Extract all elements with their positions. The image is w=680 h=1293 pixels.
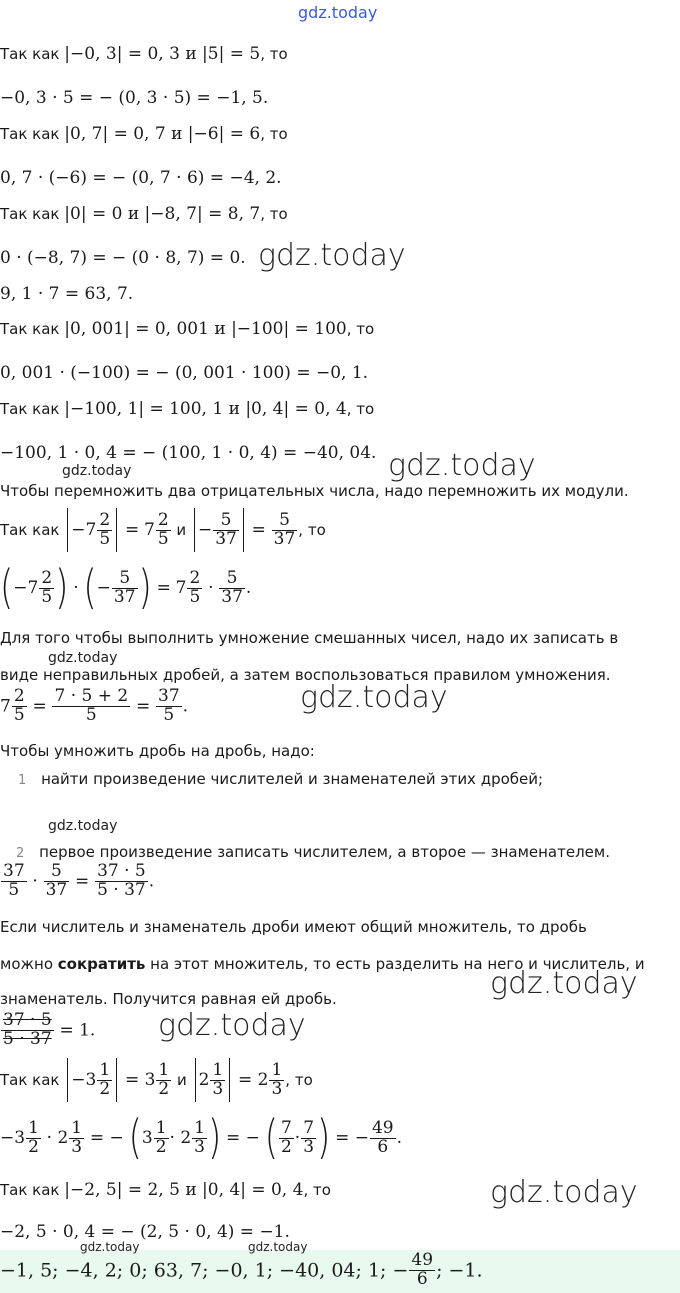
watermark-top: gdz.today (298, 3, 378, 22)
line-4: 0, 7 · (−6) = − (0, 7 · 6) = −4, 2. (0, 168, 282, 188)
list-text: найти произведение числителей и знаменателей этих дробей; (41, 770, 544, 788)
fraction (156, 688, 182, 725)
line-13: Так как −7 $\frac{2}{5}$ = 7 $\frac{2}{5}$ и − $\frac{5}{37}$ = $\frac{5}{37}$ , то (0, 508, 326, 558)
line-22: знаменатель. Получится равная ей дробь. (0, 990, 337, 1008)
watermark: gdz.today (48, 818, 118, 834)
fraction (39, 567, 54, 607)
numerator: 2 (157, 509, 169, 530)
list-item (16, 843, 610, 861)
text: Так как (0, 521, 60, 539)
numerator: 2 (99, 509, 111, 530)
text: Так как (0, 205, 60, 223)
numerator: 1 (158, 1059, 170, 1080)
numerator: 2 (189, 567, 201, 588)
text: Так как (0, 45, 60, 63)
math: 7 (175, 578, 187, 598)
denominator: 3 (71, 1136, 83, 1157)
denominator: 5 (99, 528, 111, 549)
text: Так как (0, 320, 60, 338)
line-10 (0, 399, 374, 419)
text: , то (260, 125, 288, 143)
math: |−2, 5| = 2, 5 и |0, 4| = 0, 4 (64, 1180, 304, 1200)
fraction (12, 688, 27, 725)
list-number: 2 (16, 846, 25, 861)
line-16: виде неправильных дробей, а затем воспользоваться правилом умножения. (0, 666, 611, 684)
math: |0, 001| = 0, 001 и |−100| = 100 (64, 319, 347, 339)
math: |0, 7| = 0, 7 и |−6| = 6 (64, 124, 261, 144)
numerator: 7 (303, 1117, 315, 1138)
fraction (210, 1059, 225, 1099)
numerator: 2 (13, 686, 25, 706)
denominator: 5 (163, 704, 175, 725)
fraction (272, 509, 298, 549)
fraction (219, 567, 245, 607)
watermark: gdz.today (490, 1175, 638, 1210)
line-8 (0, 319, 374, 339)
fraction (192, 1117, 207, 1157)
line-12: Чтобы перемножить два отрицательных числа, надо перемножить их модули. (0, 482, 629, 500)
denominator: 6 (416, 1268, 428, 1289)
math: −7 (13, 578, 39, 598)
denominator: 5 (85, 704, 97, 725)
math: −7 (71, 520, 97, 540)
fraction (52, 688, 130, 725)
answer-text: −1, 5; −4, 2; 0; 63, 7; −0, 1; −40, 04; 1; − (0, 1259, 409, 1282)
list-number: 1 (18, 773, 27, 788)
abs-bar (243, 508, 244, 552)
numerator: 5 (44, 863, 70, 882)
numerator: 1 (28, 1117, 39, 1138)
text: , то (260, 205, 288, 223)
math: 7 (143, 520, 155, 540)
line-17: 7 $\frac{2}{5}$ = $\frac{7 \cdot 5 + 2}{5}$ = $\frac{37}{5}$ . (0, 686, 189, 725)
fraction (26, 1117, 41, 1157)
numerator: 5 (112, 570, 138, 589)
list-text: первое произведение записать числителем, а второе — знаменателем. (39, 843, 610, 861)
numerator: 37 (3, 861, 25, 881)
line-2: −0, 3 · 5 = − (0, 3 · 5) = −1, 5. (0, 88, 269, 108)
numerator: 1 (155, 1117, 167, 1138)
line-23: $\frac{37 \cdot 5}{5 \cdot 37}$ = 1. (3, 1010, 96, 1049)
denominator: 3 (212, 1078, 224, 1099)
denominator: 5 · 37 (3, 1028, 52, 1049)
math: |−0, 3| = 0, 3 и |5| = 5 (64, 44, 261, 64)
text: , то (298, 521, 326, 539)
numerator: 37 (158, 686, 180, 706)
fraction (97, 509, 112, 549)
denominator: 5 · 37 (97, 879, 146, 900)
fraction (44, 863, 70, 900)
line-18: Чтобы умножить дробь на дробь, надо: (0, 742, 315, 760)
numerator: 49 (411, 1250, 434, 1270)
denominator: 37 (113, 586, 136, 607)
denominator: 2 (158, 1078, 170, 1099)
watermark: gdz.today (248, 1240, 308, 1254)
fraction (213, 509, 239, 549)
abs-bar (67, 1058, 68, 1102)
fraction (69, 1117, 84, 1157)
math: |−100, 1| = 100, 1 и |0, 4| = 0, 4 (64, 399, 347, 419)
text: , то (346, 400, 375, 418)
line-11: −100, 1 · 0, 4 = − (100, 1 · 0, 4) = −40, 04. (0, 443, 377, 463)
numerator: 49 (371, 1117, 394, 1138)
line-24: Так как −3 $\frac{1}{2}$ = 3 $\frac{1}{2}$ и 2 $\frac{1}{3}$ = 2 $\frac{1}{3}$ , то (0, 1058, 313, 1108)
line-20: Если числитель и знаменатель дроби имеют общий множитель, то дробь (0, 918, 587, 936)
denominator: 37 (221, 586, 243, 607)
denominator: 5 (189, 586, 201, 607)
numerator: 5 (272, 512, 298, 531)
text: , то (285, 1071, 313, 1089)
numerator: 37 · 5 (3, 1010, 52, 1030)
denominator: 5 (13, 704, 25, 725)
line-25: −3 $\frac{1}{2}$ · 2 $\frac{1}{3}$ = − (3 $\frac{1}{2}$ · 2 $\frac{1}{3}$ ) = − ( $\frac{7}{2}$ · $\frac{7}{3}$ ) = − $\frac{49}{6}$ . (0, 1111, 403, 1165)
abs-bar (195, 1058, 196, 1102)
watermark: gdz.today (62, 463, 132, 479)
answer-line (0, 1252, 483, 1292)
line-1 (0, 44, 288, 64)
line-9: 0, 001 · (−100) = − (0, 001 · 100) = −0, 1. (0, 363, 369, 383)
fraction (279, 1117, 294, 1157)
watermark: gdz.today (48, 650, 118, 666)
line-6: 0 · (−8, 7) = − (0 · 8, 7) = 0. (0, 248, 246, 268)
fraction (95, 863, 148, 900)
denominator: 2 (99, 1078, 111, 1099)
fraction (97, 1059, 112, 1099)
numerator: 1 (71, 1117, 83, 1138)
denominator: 2 (280, 1136, 292, 1157)
denominator: 3 (194, 1136, 205, 1157)
fraction (156, 1059, 171, 1099)
abs-bar (116, 1058, 117, 1102)
numerator: 1 (194, 1117, 205, 1138)
denominator: 3 (271, 1078, 283, 1099)
fraction (409, 1252, 435, 1289)
watermark: gdz.today (490, 966, 638, 1001)
numerator: 7 (280, 1117, 292, 1138)
list-item (18, 770, 543, 788)
denominator: 37 (215, 528, 237, 549)
line-14: (−7 $\frac{2}{5}$ ) · (− $\frac{5}{37}$ ) = 7 $\frac{2}{5}$ · $\frac{5}{37}$ . (0, 561, 252, 615)
watermark: gdz.today (258, 238, 406, 273)
numerator: 1 (99, 1059, 111, 1080)
text-bold: сократить (57, 955, 146, 973)
text: , то (303, 1181, 331, 1199)
fraction (187, 567, 202, 607)
text: Так как (0, 125, 60, 143)
numerator: 37 · 5 (97, 861, 146, 881)
line-15: Для того чтобы выполнить умножение смешанных чисел, надо их записать в (0, 629, 619, 647)
line-19: $\frac{37}{5}$ · $\frac{5}{37}$ = $\frac{37 \cdot 5}{5 \cdot 37}$ . (3, 861, 155, 900)
fraction (1, 863, 27, 900)
abs-bar (67, 508, 68, 552)
denominator: 2 (28, 1136, 39, 1157)
numerator: 1 (271, 1059, 283, 1080)
watermark: gdz.today (300, 680, 448, 715)
math: |0| = 0 и |−8, 7| = 8, 7 (64, 204, 261, 224)
text: можно (0, 955, 58, 973)
denominator: 3 (303, 1136, 315, 1157)
line-7: 9, 1 · 7 = 63, 7. (0, 284, 134, 304)
numerator: 2 (41, 567, 53, 588)
denominator: 5 (41, 586, 53, 607)
fraction (1, 1012, 54, 1049)
denominator: 2 (155, 1136, 167, 1157)
text: на этот множитель, то есть разделить на него и числитель, и (145, 955, 645, 973)
text: Так как (0, 400, 60, 418)
fraction (370, 1117, 396, 1157)
denominator: 5 (8, 879, 20, 900)
watermark: gdz.today (388, 448, 536, 483)
fraction (154, 1117, 169, 1157)
numerator: 5 (213, 512, 239, 531)
denominator: 5 (157, 528, 169, 549)
abs-bar (194, 508, 195, 552)
fraction (301, 1117, 316, 1157)
text: Так как (0, 1071, 60, 1089)
watermark: gdz.today (80, 1240, 140, 1254)
fraction (269, 1059, 284, 1099)
watermark: gdz.today (158, 1008, 306, 1043)
answer-text: ; −1. (436, 1259, 483, 1282)
denominator: 37 (273, 528, 296, 549)
math: 7 (0, 696, 11, 717)
abs-bar (229, 1058, 230, 1102)
text: , то (346, 320, 375, 338)
numerator: 1 (212, 1059, 224, 1080)
denominator: 6 (377, 1136, 389, 1157)
line-26 (0, 1180, 331, 1200)
abs-bar (116, 508, 117, 552)
denominator: 37 (45, 879, 68, 900)
fraction (156, 509, 171, 549)
line-3 (0, 124, 288, 144)
text: , то (260, 45, 288, 63)
fraction (112, 567, 138, 607)
line-5 (0, 204, 288, 224)
numerator: 5 (219, 570, 245, 589)
numerator: 7 · 5 + 2 (54, 686, 129, 706)
text: Так как (0, 1181, 60, 1199)
line-27: −2, 5 · 0, 4 = − (2, 5 · 0, 4) = −1. (0, 1222, 290, 1242)
